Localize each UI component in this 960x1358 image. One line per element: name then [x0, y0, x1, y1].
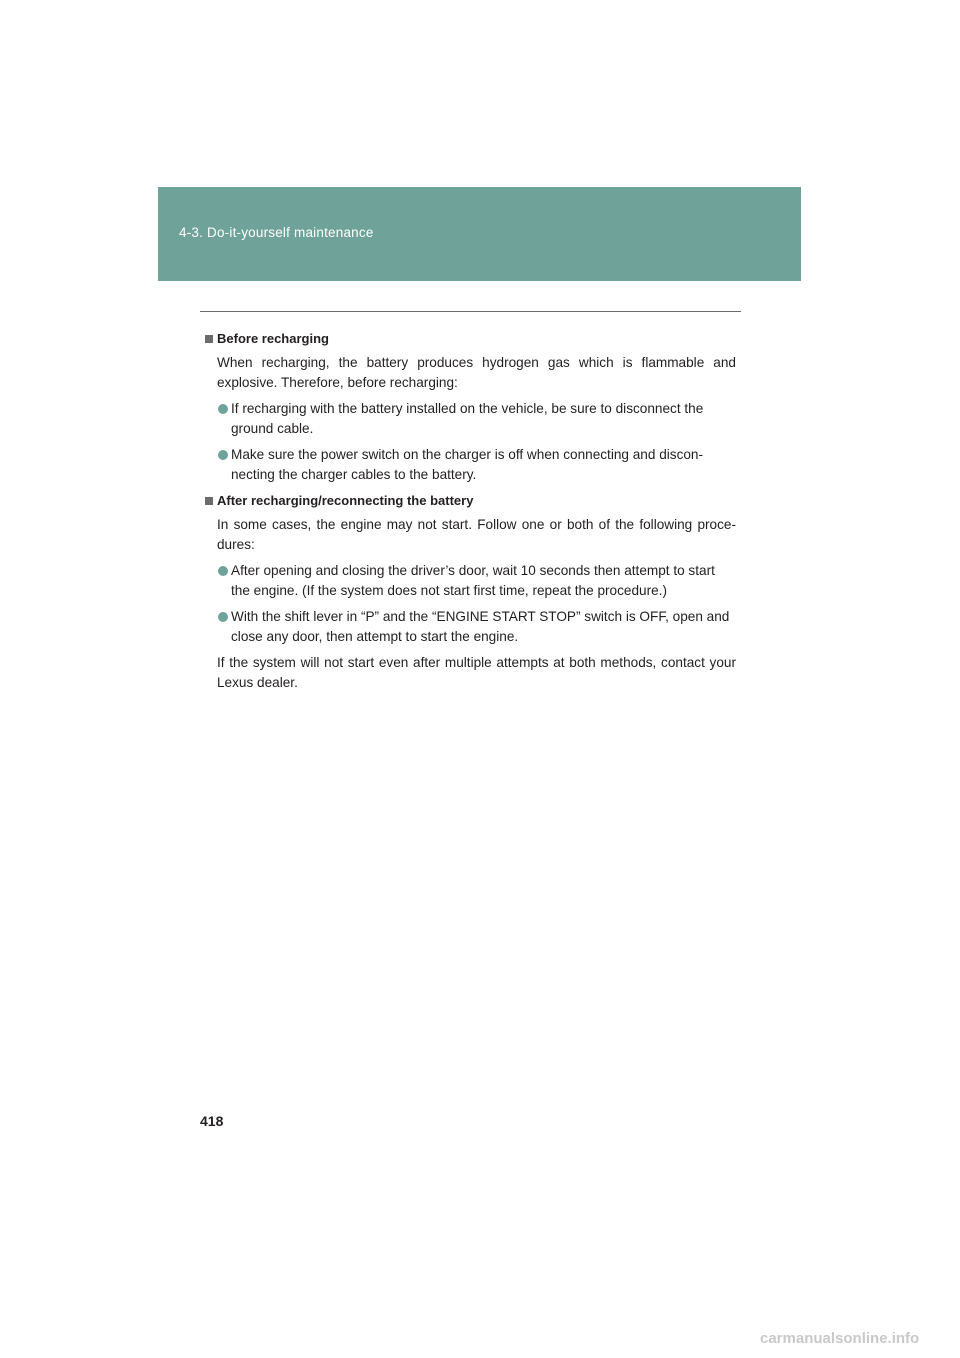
- square-bullet-icon: [205, 335, 213, 343]
- page-content: [205, 329, 736, 699]
- section-heading-text: After recharging/reconnecting the battery: [217, 493, 474, 508]
- list-item-text: Make sure the power switch on the charger is off when connecting and discon-necting the charger cables to the battery.: [231, 447, 704, 482]
- list-item: [205, 445, 736, 485]
- list-item-text: If recharging with the battery installed on the vehicle, be sure to disconnect the ground cable.: [231, 401, 704, 436]
- paragraph: If the system will not start even after multiple attempts at both methods, contact your Lexus dealer.: [217, 655, 736, 690]
- list-item-text: With the shift lever in “P” and the “ENGINE START STOP” switch is OFF, open and close any door, then attempt to start the engine.: [231, 609, 730, 644]
- circle-bullet-icon: [218, 566, 228, 576]
- circle-bullet-icon: [218, 450, 228, 460]
- section-title: 4-3. Do-it-yourself maintenance: [179, 225, 374, 240]
- page-number: 418: [200, 1113, 224, 1129]
- list-item-text: After opening and closing the driver’s door, wait 10 seconds then attempt to start the engine. (If the system does not start first time, repeat the procedure.): [231, 563, 715, 598]
- paragraph: In some cases, the engine may not start. Follow one or both of the following proce-dures:: [217, 517, 736, 552]
- list-item: [205, 607, 736, 647]
- section-header-band: [158, 187, 801, 281]
- paragraph: When recharging, the battery produces hydrogen gas which is flammable and explosive. Therefore, before recharging:: [217, 355, 736, 390]
- list-item: [205, 399, 736, 439]
- list-item: [205, 561, 736, 601]
- divider-rule: [200, 311, 741, 312]
- section-heading: [205, 329, 736, 349]
- circle-bullet-icon: [218, 404, 228, 414]
- section-before-recharging: [205, 329, 736, 485]
- watermark: carmanualsonline.info: [760, 1330, 920, 1347]
- section-heading-text: Before recharging: [217, 331, 329, 346]
- square-bullet-icon: [205, 497, 213, 505]
- section-heading: [205, 491, 736, 511]
- circle-bullet-icon: [218, 612, 228, 622]
- section-after-recharging: [205, 491, 736, 693]
